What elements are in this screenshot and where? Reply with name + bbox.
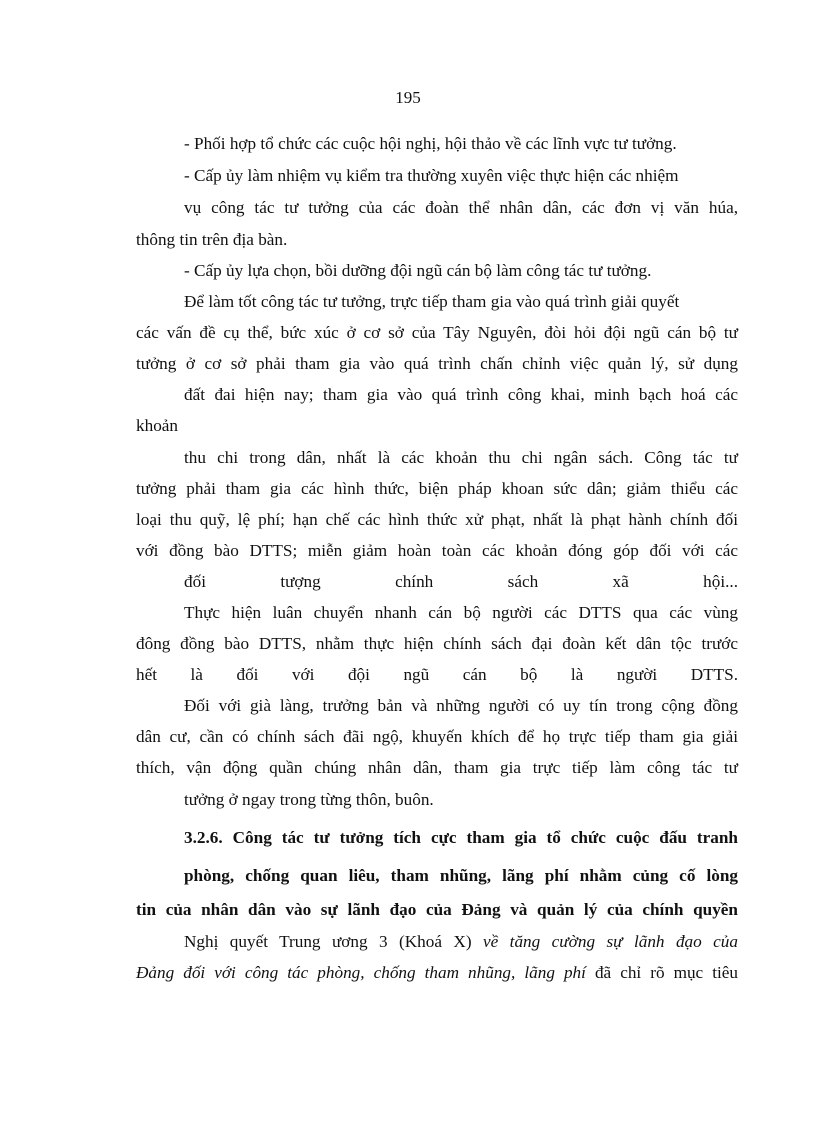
text-line: thích, vận động quần chúng nhân dân, tham gia trực tiếp làm công tác tư — [136, 758, 738, 777]
section-heading-line: 3.2.6. Công tác tư tưởng tích cực tham gia tổ chức cuộc đấu tranh — [184, 828, 738, 847]
text-line: hết là đối với đội ngũ cán bộ là người DTTS. — [136, 665, 738, 684]
text-line — [136, 961, 738, 985]
text-line: thu chi trong dân, nhất là các khoản thu chi ngân sách. Công tác tư — [184, 448, 738, 467]
text-span: đã chỉ rõ mục tiêu — [585, 963, 738, 982]
text-line: Để làm tốt công tác tư tưởng, trực tiếp tham gia vào quá trình giải quyết — [184, 292, 680, 311]
text-line: đất đai hiện nay; tham gia vào quá trình công khai, minh bạch hoá các — [184, 385, 738, 404]
text-line: loại thu quỹ, lệ phí; hạn chế các hình thức xử phạt, nhất là phạt hành chính đối — [136, 510, 738, 529]
text-line: - Phối hợp tổ chức các cuộc hội nghị, hội thảo về các lĩnh vực tư tưởng. — [184, 134, 677, 153]
text-line: khoản — [136, 416, 179, 435]
page-number: 195 — [395, 88, 421, 107]
text-line — [184, 930, 738, 954]
text-line: dân cư, cần có chính sách đãi ngộ, khuyến khích để họ trực tiếp tham gia giải — [136, 727, 738, 746]
italic-span: Đảng đối với công tác phòng, chống tham nhũng, lãng phí — [136, 963, 586, 982]
section-heading-line: tin của nhân dân vào sự lãnh đạo của Đảng và quản lý của chính quyền — [136, 900, 738, 919]
text-line: - Cấp ủy lựa chọn, bồi dưỡng đội ngũ cán bộ làm công tác tư tưởng. — [184, 261, 652, 280]
text-line: - Cấp ủy làm nhiệm vụ kiểm tra thường xuyên việc thực hiện các nhiệm — [184, 166, 679, 185]
text-line: các vấn đề cụ thể, bức xúc ở cơ sở của Tây Nguyên, đòi hỏi đội ngũ cán bộ tư — [136, 323, 738, 342]
text-line: đối tượng chính sách xã hội... — [184, 572, 738, 591]
section-heading-line: phòng, chống quan liêu, tham nhũng, lãng phí nhằm củng cố lòng — [184, 866, 738, 885]
italic-span: về tăng cường sự lãnh đạo của — [482, 932, 738, 951]
text-line: đông đồng bào DTTS, nhằm thực hiện chính sách đại đoàn kết dân tộc trước — [136, 634, 738, 653]
text-line: Đối với già làng, trưởng bản và những người có uy tín trong cộng đồng — [184, 696, 738, 715]
text-line: Thực hiện luân chuyển nhanh cán bộ người các DTTS qua các vùng — [184, 603, 738, 622]
text-line: tưởng ở ngay trong từng thôn, buôn. — [184, 790, 434, 809]
text-line: vụ công tác tư tưởng của các đoàn thể nhân dân, các đơn vị văn húa, — [184, 198, 738, 217]
text-line: thông tin trên địa bàn. — [136, 230, 288, 249]
text-line: tưởng ở cơ sở phải tham gia vào quá trình chấn chỉnh việc quản lý, sử dụng — [136, 354, 738, 373]
text-span: Nghị quyết Trung ương 3 (Khoá X) — [184, 932, 483, 951]
text-line: tưởng phải tham gia các hình thức, biện pháp khoan sức dân; giảm thiểu các — [136, 479, 738, 498]
text-line: với đồng bào DTTS; miễn giảm hoàn toàn các khoản đóng góp đối với các — [136, 541, 738, 560]
